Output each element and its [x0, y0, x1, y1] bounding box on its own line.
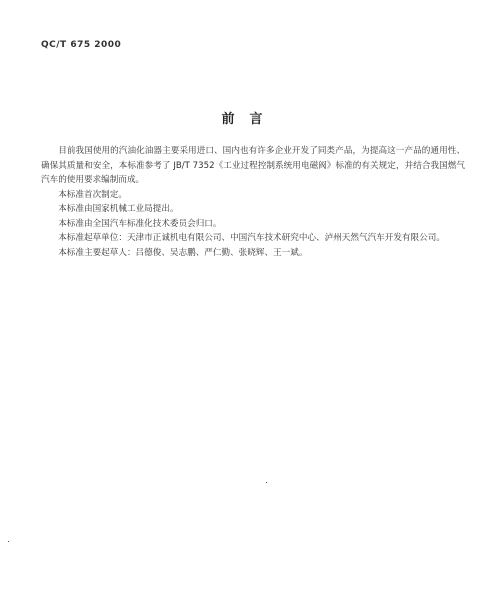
scan-speck — [266, 482, 267, 483]
paragraph-first-edition: 本标准首次制定。 — [58, 189, 127, 200]
paragraph-intro: 目前我国使用的汽油化油器主要采用进口、国内也有许多企业开发了同类产品，为提高这一产品的通用性、确保其质量和安全，本标准参考了 JB/T 7352《工业过程控制系统用电磁阀》标准的有关规定，并结合我国燃气汽车的使用要求编制而成。 — [41, 146, 465, 185]
paragraph-administrator: 本标准由全国汽车标准化技术委员会归口。 — [58, 218, 222, 229]
paragraph-drafting-units: 本标准起草单位：天津市正诚机电有限公司、中国汽车技术研究中心、泸州天然气汽车开发有限公司。 — [58, 233, 445, 243]
paragraph-proposer: 本标准由国家机械工业局提出。 — [58, 204, 179, 214]
page-title: 前言 — [221, 112, 278, 127]
paragraph-drafters: 本标准主要起草人：吕德俊、吴志鹏、严仁勤、张晓辉、王一斌。 — [58, 247, 308, 258]
scan-speck — [8, 541, 9, 542]
foreword-body — [41, 144, 465, 260]
standard-code: QC/T 675 2000 — [41, 40, 122, 50]
